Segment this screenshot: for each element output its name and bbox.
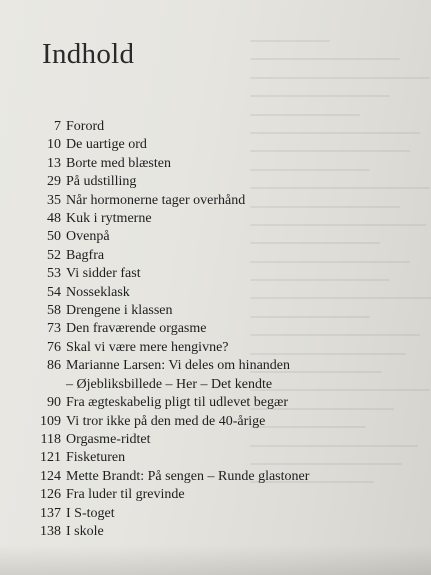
toc-entry-title: Kuk i rytmerne — [66, 211, 152, 227]
toc-page-number: 54 — [47, 284, 61, 300]
toc-entry — [36, 155, 396, 173]
toc-entry-title: Borte med blæsten — [66, 155, 171, 171]
toc-entry-text — [66, 357, 396, 394]
toc-entry — [36, 413, 396, 431]
toc-page-number: 138 — [40, 523, 61, 539]
toc-entry — [36, 173, 396, 191]
toc-page-number: 13 — [47, 155, 61, 171]
toc-entry — [36, 136, 396, 154]
toc-entry — [36, 505, 396, 523]
toc-page-number: 121 — [40, 450, 61, 466]
toc-entry — [36, 247, 396, 265]
toc-page-number: 126 — [40, 487, 61, 503]
toc-page-number: 48 — [47, 211, 61, 227]
toc-entry — [36, 357, 396, 394]
toc-entry — [36, 302, 396, 320]
toc-entry-title: De uartige ord — [66, 137, 147, 153]
toc-entry-title: Når hormonerne tager overhånd — [66, 192, 246, 208]
toc-entry-title: Fra luder til grevinde — [66, 487, 185, 503]
toc-entry-title: Nosseklask — [66, 284, 130, 300]
table-of-contents — [36, 118, 396, 541]
toc-entry-title: Vi sidder fast — [66, 266, 141, 282]
toc-entry-continuation: – Øjebliksbillede – Her – Det kendte — [66, 376, 273, 392]
toc-entry-title: Drengene i klassen — [66, 303, 173, 319]
toc-entry — [36, 118, 396, 136]
page-title: Indhold — [42, 38, 135, 70]
toc-entry — [36, 431, 396, 449]
toc-entry — [36, 394, 396, 412]
toc-entry-title: Bagfra — [66, 247, 105, 263]
toc-entry — [36, 339, 396, 357]
toc-page-number: 109 — [40, 413, 61, 429]
toc-entry-title: Mette Brandt: På sengen – Runde glastoner — [66, 468, 310, 484]
toc-page-number: 58 — [47, 303, 61, 319]
toc-page-number: 124 — [40, 468, 61, 484]
toc-entry-title: Vi tror ikke på den med de 40-årige — [66, 413, 266, 429]
toc-page-number: 73 — [47, 321, 61, 337]
toc-page-number: 10 — [47, 137, 61, 153]
toc-entry-title: Orgasme-ridtet — [66, 431, 151, 447]
toc-entry — [36, 265, 396, 283]
toc-entry-title: Den fraværende orgasme — [66, 321, 207, 337]
toc-page-number: 50 — [47, 229, 61, 245]
toc-entry-title: Marianne Larsen: Vi deles om hinanden — [66, 358, 290, 374]
toc-page-number: 29 — [47, 174, 61, 190]
toc-entry — [36, 192, 396, 210]
toc-page-number: 90 — [47, 395, 61, 411]
toc-entry-title: Fisketuren — [66, 450, 126, 466]
toc-page-number: 7 — [54, 119, 61, 134]
toc-entry-title: Fra ægteskabelig pligt til udlevet begær — [66, 395, 289, 411]
toc-entry — [36, 486, 396, 504]
toc-page-number: 118 — [40, 431, 61, 447]
toc-entry — [36, 468, 396, 486]
toc-entry-title: Skal vi være mere hengivne? — [66, 339, 229, 355]
toc-entry-title: På udstilling — [66, 174, 137, 190]
toc-entry — [36, 284, 396, 302]
toc-page-number: 53 — [47, 266, 61, 282]
toc-page-number: 35 — [47, 192, 61, 208]
toc-entry — [36, 523, 396, 541]
toc-page-number: 76 — [47, 339, 61, 355]
toc-entry — [36, 449, 396, 467]
toc-entry-title: Ovenpå — [66, 229, 110, 245]
toc-page-number: 52 — [47, 247, 61, 263]
toc-entry — [36, 210, 396, 228]
toc-entry-title: I S-toget — [66, 505, 115, 521]
toc-page-number: 137 — [40, 505, 61, 521]
toc-entry — [36, 320, 396, 338]
toc-entry-title: I skole — [66, 523, 104, 539]
toc-entry-title: Forord — [66, 119, 105, 134]
toc-entry — [36, 228, 396, 246]
toc-page-number: 86 — [47, 358, 61, 374]
